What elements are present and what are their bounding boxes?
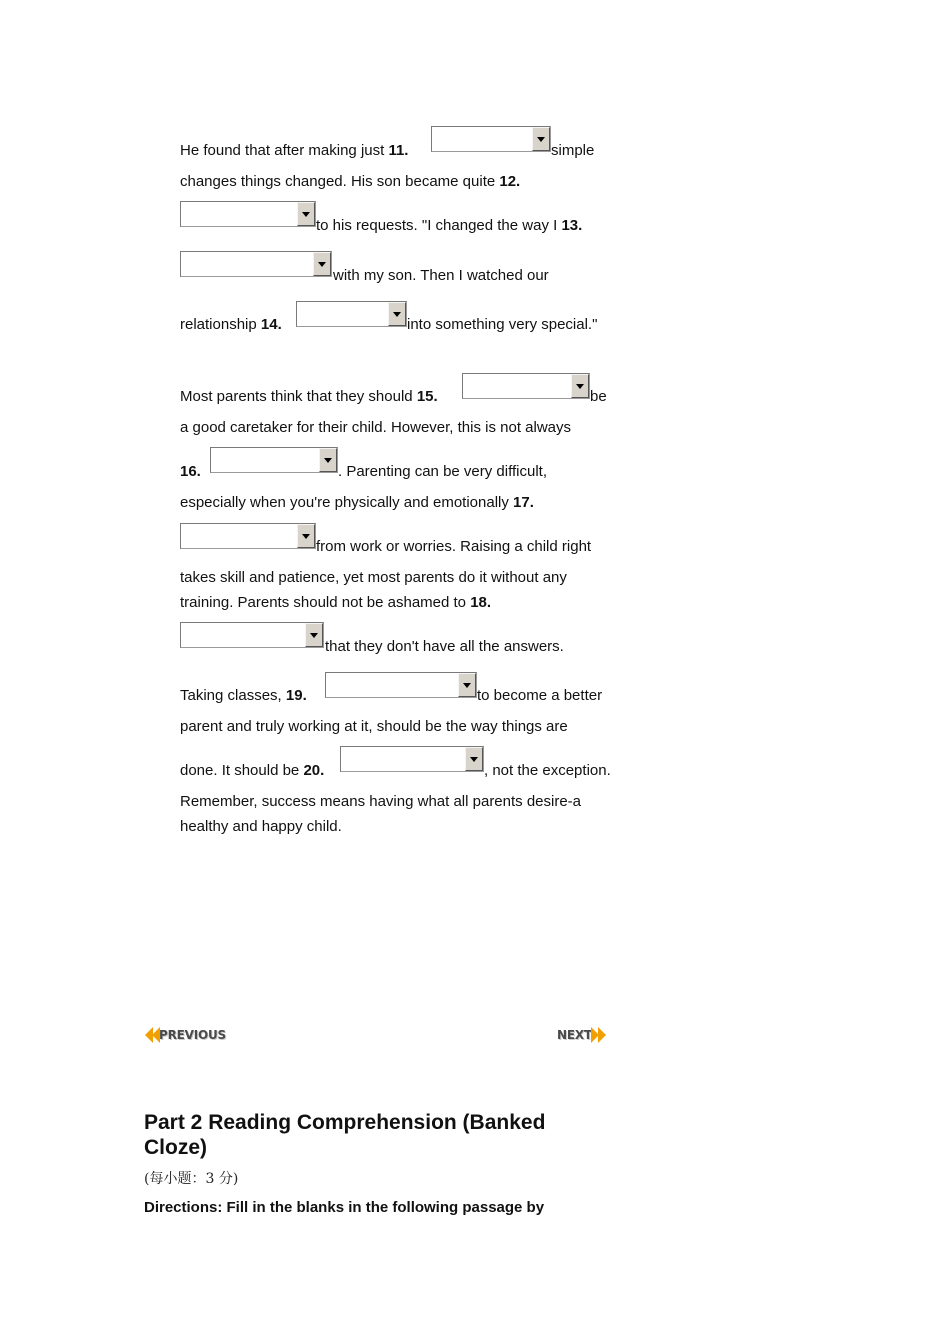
blank-number-18: 18. [470,594,492,611]
blank-16-dropdown[interactable] [210,447,338,473]
chevron-down-icon[interactable] [458,673,476,697]
passage-line: be [590,388,607,405]
chevron-down-icon[interactable] [532,127,550,151]
passage-line [180,463,201,481]
blank-number-20: 20. [303,762,325,779]
blank-number-14: 14. [260,316,282,333]
previous-button[interactable] [145,1026,226,1044]
passage-line: takes skill and patience, yet most parents do it without any [180,569,567,586]
passage-line: training. Parents should not be ashamed to 18. [180,594,492,611]
chevron-right-icon [598,1027,606,1043]
chevron-down-icon[interactable] [465,747,483,771]
passage-line: Most parents think that they should 15. [180,388,438,405]
blank-12-dropdown[interactable] [180,201,316,227]
passage-line: a good caretaker for their child. However, this is not always [180,419,572,436]
passage-line: done. It should be 20. [180,762,325,779]
blank-19-dropdown[interactable] [325,672,477,698]
blank-number-17: 17. [513,494,534,511]
passage-line: Taking classes, 19. [180,687,307,704]
passage-line: especially when you're physically and emotionally 17. [180,494,534,511]
blank-20-dropdown[interactable] [340,746,484,772]
passage-line: healthy and happy child. [180,818,342,835]
blank-number-12: 12. [499,173,521,190]
passage-line: into something very special." [407,316,598,333]
passage-line: to become a better [477,687,603,704]
chevron-down-icon[interactable] [319,448,337,472]
score-note: (每小题：3 分) [144,1171,239,1187]
passage-line: that they don't have all the answers. [325,638,564,655]
blank-number-13: 13. [561,217,583,234]
blank-13-dropdown[interactable] [180,251,332,277]
passage-line: , not the exception. [484,762,611,779]
chevron-down-icon[interactable] [313,252,331,276]
blank-11-dropdown[interactable] [431,126,551,152]
passage-line: changes things changed. His son became quite 12. [180,173,521,190]
passage-line: He found that after making just 11. [180,142,409,159]
passage-line: . Parenting can be very difficult, [338,463,548,480]
chevron-down-icon[interactable] [297,524,315,548]
directions-text: Directions: Fill in the blanks in the following passage by [144,1199,545,1216]
blank-number-15: 15. [416,388,438,405]
blank-number-11: 11. [388,142,409,159]
chevron-down-icon[interactable] [297,202,315,226]
passage-line: from work or worries. Raising a child right [316,538,592,555]
passage-line: to his requests. "I changed the way I 13. [316,217,583,234]
chevron-down-icon[interactable] [305,623,323,647]
next-button[interactable] [557,1026,606,1044]
previous-label: PREVIOUS [159,1028,226,1042]
passage-line: relationship 14. [180,316,282,333]
blank-17-dropdown[interactable] [180,523,316,549]
next-label: NEXT [557,1028,592,1042]
section-title: Part 2 Reading Comprehension (Banked Cloze) [144,1111,546,1159]
chevron-down-icon[interactable] [571,374,589,398]
passage-line: parent and truly working at it, should be the way things are [180,718,568,735]
chevron-down-icon[interactable] [388,302,406,326]
passage-line: simple [551,142,595,159]
passage-line: Remember, success means having what all parents desire-a [180,793,582,810]
blank-18-dropdown[interactable] [180,622,324,648]
blank-15-dropdown[interactable] [462,373,590,399]
blank-number-19: 19. [285,687,307,704]
passage-line: with my son. Then I watched our [333,267,549,284]
blank-14-dropdown[interactable] [296,301,407,327]
blank-number-16: 16. [180,463,201,480]
